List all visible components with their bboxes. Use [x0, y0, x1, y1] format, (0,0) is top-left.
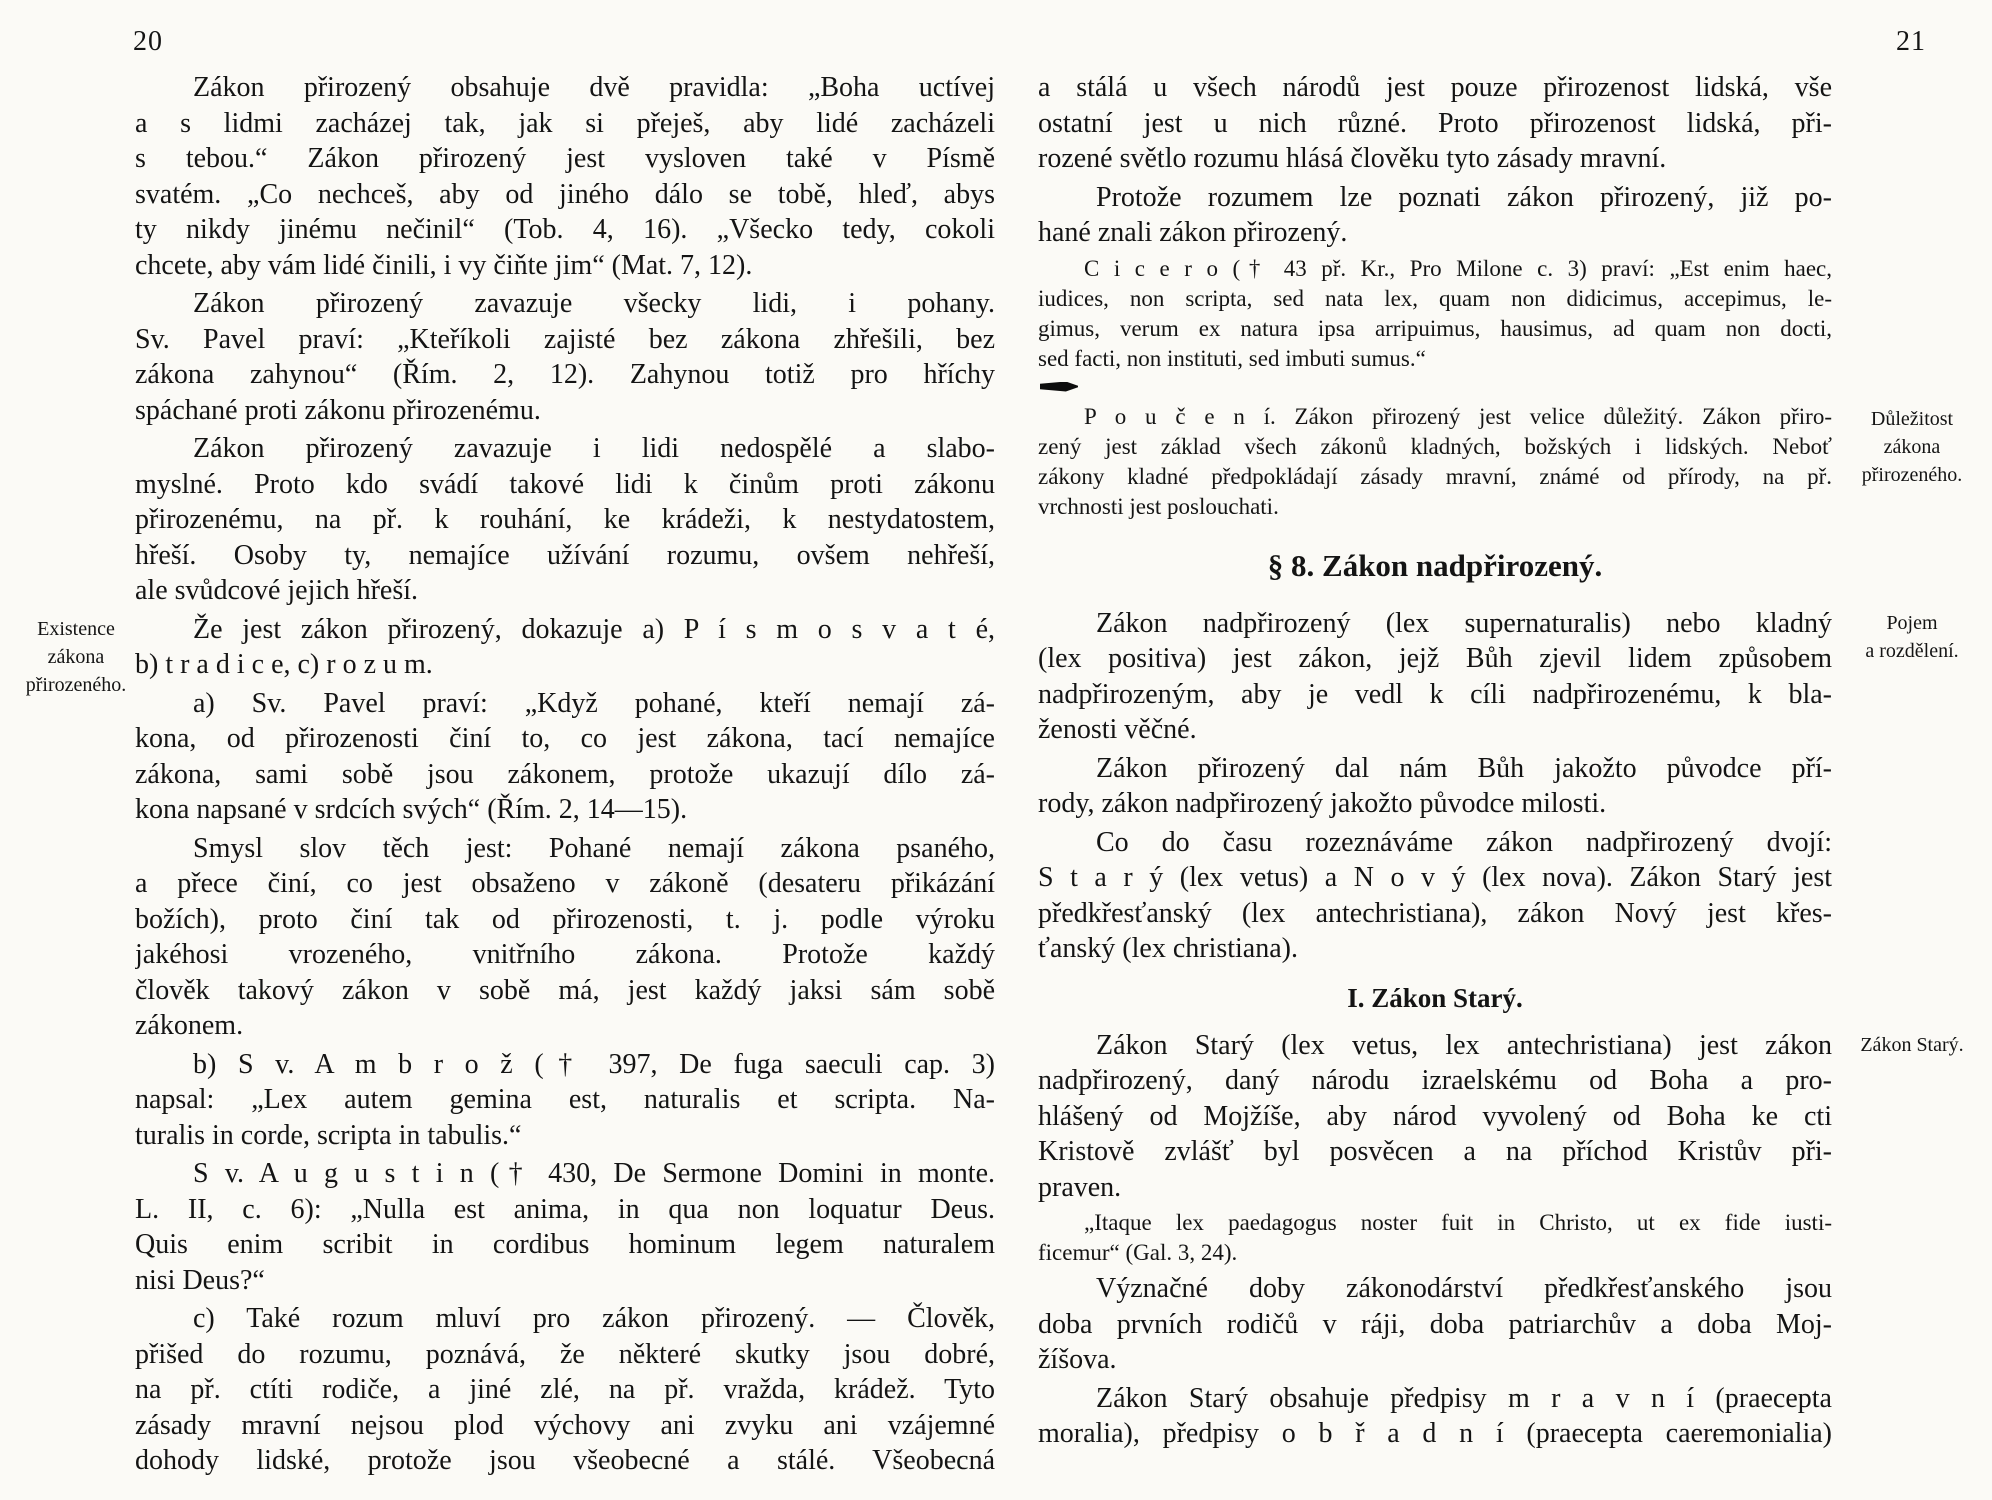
text-line: (lex positiva) jest zákon, jejž Bůh zjevil lidem způsobem [1038, 643, 1832, 674]
margin-note-line: zákona [1883, 435, 1941, 458]
margin-note [1838, 1031, 1986, 1059]
text-line: myslné. Proto kdo svádí takové lidi k činům proti zákonu [135, 468, 995, 500]
text-line: praven. [1038, 1171, 1122, 1203]
text-line: spáchané proti zákonu přirozenému. [135, 394, 541, 426]
text-line: hané znali zákon přirozený. [1038, 217, 1348, 248]
text-line: Sv. Pavel praví: „Kteříkoli zajisté bez zákona zhřešili, bez [135, 323, 995, 355]
small-paragraph [1038, 402, 1963, 522]
small-paragraph [1038, 1208, 1832, 1268]
text-line: Zákon přirozený zavazuje všecky lidi, i pohany. [193, 288, 995, 319]
text-line: zákonem. [135, 1010, 244, 1041]
paragraph [135, 1156, 995, 1298]
text-line: Co do času rozeznáváme zákon nadpřirozený dvojí: [1096, 826, 1832, 858]
text-line: C i c e r o († 43 př. Kr., Pro Milone c. 3) praví: „Est enim haec, [1084, 255, 1832, 281]
text-line: zákony kladné předpokládají zásady mravní, známé od přírody, na př. [1038, 463, 1832, 489]
text-line: a přece činí, co jest obsaženo v zákoně (desateru přikázání [135, 868, 995, 899]
text-line: Zákon přirozený dal nám Bůh jakožto původce pří- [1096, 752, 1832, 784]
text-line: Že jest zákon přirozený, dokazuje a) P í s m o s v a t é, [193, 613, 995, 645]
text-line: jakéhosi vrozeného, vnitřního zákona. Protože každý [135, 939, 995, 970]
text-line: přišed do rozumu, poznává, že některé skutky jsou dobré, [135, 1338, 995, 1370]
text-line: nadpřirozený, daný národu izraelskému od Boha a pro- [1038, 1065, 1832, 1096]
text-line: kona napsané v srdcích svých“ (Řím. 2, 14—15). [135, 794, 688, 825]
text-line: hlášený od Mojžíše, aby národ vyvolený od Boha ke cti [1038, 1100, 1832, 1132]
page-number-right: 21 [1896, 26, 1926, 57]
paragraph [1038, 1028, 1964, 1206]
text-line: Smysl slov těch jest: Pohané nemají zákona psaného, [193, 832, 995, 864]
text-line: moralia), předpisy o b ř a d n í (praecepta caeremonialia) [1038, 1418, 1832, 1449]
page-number-left: 20 [133, 26, 163, 57]
text-line: a stálá u všech národů jest pouze přirozenost lidská, vše [1038, 72, 1832, 103]
text-line: svatém. „Co nechceš, aby od jiného dálo se tobě, hleď, abys [135, 178, 995, 210]
margin-note [23, 615, 129, 699]
margin-note-line: přirozeného. [1861, 463, 1963, 486]
paragraph [135, 286, 995, 428]
margin-note-line: Důležitost [1870, 407, 1954, 430]
text-line: Význačné doby zákonodárství předkřesťanského jsou [1096, 1273, 1832, 1304]
text-line: chcete, aby vám lidé činili, i vy čiňte jim“ (Mat. 7, 12). [135, 249, 753, 281]
section-heading: § 8. Zákon nadpřirozený. [1267, 547, 1603, 583]
paragraph [135, 1301, 995, 1479]
text-line: hřeší. Osoby ty, nemajíce užívání rozumu, ovšem nehřeší, [135, 539, 995, 571]
text-line: Quis enim scribit in cordibus hominum legem naturalem [135, 1229, 995, 1260]
text-line: P o u č e n í. Zákon přirozený jest velice důležitý. Zákon přiro- [1084, 403, 1832, 429]
text-line: Zákon nadpřirozený (lex supernaturalis) nebo kladný [1096, 607, 1832, 639]
text-line: kona, od přirozenosti činí to, co jest zákona, tací nemajíce [135, 723, 995, 754]
margin-note-line: zákona [47, 645, 105, 668]
paragraph [1038, 180, 1832, 251]
text-line: nisi Deus?“ [135, 1264, 265, 1296]
text-line: zený jest základ všech zákonů kladných, božských i lidských. Neboť [1038, 433, 1832, 459]
text-column-right [1038, 70, 1964, 1452]
margin-note-line: Zákon Starý. [1860, 1033, 1964, 1056]
margin-note-line: a rozdělení. [1865, 639, 1959, 662]
text-line: Protože rozumem lze poznati zákon přirozený, již po- [1096, 181, 1832, 213]
text-line: ženosti věčné. [1038, 714, 1197, 745]
text-line: na př. ctíti rodiče, a jiné zlé, na př. vražda, krádež. Tyto [135, 1374, 995, 1405]
text-line: Zákon přirozený zavazuje i lidi nedospělé a slabo- [193, 433, 995, 464]
small-paragraph [1038, 254, 1832, 374]
text-line: dohody lidské, protože jsou všeobecné a stálé. Všeobecná [135, 1445, 995, 1476]
paragraph [135, 70, 995, 283]
margin-note-line: Existence [37, 617, 115, 640]
text-line: zákona zahynou“ (Řím. 2, 12). Zahynou totiž pro hříchy [135, 359, 995, 390]
text-column-left [25, 70, 995, 1479]
paragraph [1038, 606, 1959, 748]
margin-note-line: přirozeného. [25, 673, 127, 696]
paragraph [1038, 751, 1832, 822]
text-line: nadpřirozeným, aby je vedl k cíli nadpřirozenému, k bla- [1038, 678, 1832, 710]
margin-note-line: Pojem [1886, 611, 1938, 634]
text-line: Zákon Starý (lex vetus, lex antechristiana) jest zákon [1096, 1029, 1832, 1061]
text-line: ťanský (lex christiana). [1038, 933, 1298, 964]
text-line: S t a r ý (lex vetus) a N o v ý (lex nova). Zákon Starý jest [1038, 862, 1832, 893]
paragraph [135, 831, 995, 1044]
paragraph [1038, 1271, 1832, 1378]
text-line: předkřesťanský (lex antechristiana), zákon Nový jest křes- [1038, 897, 1832, 929]
text-line: Kristově zvlášť byl posvěcen a na příchod Kristův při- [1038, 1136, 1832, 1167]
paragraph [1038, 825, 1832, 967]
paragraph [1038, 70, 1832, 177]
text-line: rody, zákon nadpřirozený jakožto původce milosti. [1038, 788, 1607, 819]
subsection-heading: I. Zákon Starý. [1347, 982, 1523, 1013]
text-line: b) S v. A m b r o ž († 397, De fuga saeculi cap. 3) [193, 1048, 995, 1080]
text-line: Zákon Starý obsahuje předpisy m r a v n í (praecepta [1096, 1382, 1832, 1414]
text-line: a s lidmi zacházej tak, jak si přeješ, aby lidé zacházeli [135, 107, 995, 139]
page-21 [1038, 26, 1964, 1455]
text-line: božích), proto činí tak od přirozenosti, t. j. podle výroku [135, 903, 995, 935]
ink-mark [1040, 382, 1078, 392]
paragraph [135, 431, 995, 609]
text-line: „Itaque lex paedagogus noster fuit in Christo, ut ex fide iusti- [1084, 1210, 1832, 1235]
text-line: zákona, sami sobě jsou zákonem, protože ukazují dílo zá- [135, 758, 995, 790]
text-line: L. II, c. 6): „Nulla est anima, in qua non loquatur Deus. [135, 1193, 995, 1225]
text-line: ale svůdcové jejich hřeší. [135, 575, 419, 606]
text-line: ty nikdy jinému nečinil“ (Tob. 4, 16). „Všecko tedy, cokoli [135, 214, 995, 245]
text-line: napsal: „Lex autem gemina est, naturalis et scripta. Na- [135, 1084, 995, 1115]
page-20 [25, 26, 995, 1482]
paragraph [135, 1047, 995, 1154]
margin-note [1838, 405, 1986, 489]
text-line: gimus, verum ex natura ipsa arripuimus, hausimus, ad quam non docti, [1038, 315, 1832, 341]
text-line: b) t r a d i c e, c) r o z u m. [135, 649, 433, 680]
text-line: turalis in corde, scripta in tabulis.“ [135, 1119, 522, 1151]
text-line: žíšova. [1038, 1344, 1117, 1375]
text-line: Zákon přirozený obsahuje dvě pravidla: „Boha uctívej [193, 72, 995, 103]
text-line: ostatní jest u nich různé. Proto přirozenost lidská, při- [1038, 107, 1832, 139]
text-line: ficemur“ (Gal. 3, 24). [1038, 1240, 1238, 1265]
text-line: doba prvních rodičů v ráji, doba patriarchův a doba Moj- [1038, 1308, 1832, 1340]
text-line: vrchnosti jest poslouchati. [1038, 493, 1279, 519]
text-line: s tebou.“ Zákon přirozený jest vysloven také v Písmě [135, 143, 995, 174]
paragraph [25, 612, 995, 696]
text-line: sed facti, non instituti, sed imbuti sumus.“ [1038, 345, 1426, 371]
text-line: S v. A u g u s t i n († 430, De Sermone Domini in monte. [193, 1158, 995, 1189]
text-line: přirozenému, na př. k rouhání, ke krádeži, k nestydatostem, [135, 504, 995, 535]
text-line: člověk takový zákon v sobě má, jest každý jaksi sám sobě [135, 974, 995, 1006]
paragraph [1038, 1381, 1832, 1452]
text-line: c) Také rozum mluví pro zákon přirozený. — Člověk, [193, 1303, 995, 1334]
paragraph [135, 686, 995, 828]
text-line: a) Sv. Pavel praví: „Když pohané, kteří nemají zá- [193, 687, 995, 719]
text-line: zásady mravní nejsou plod výchovy ani zvyku ani vzájemné [135, 1409, 995, 1441]
text-line: iudices, non scripta, sed nata lex, quam non didicimus, accepimus, le- [1038, 285, 1832, 311]
text-line: rozené světlo rozumu hlásá člověku tyto zásady mravní. [1038, 143, 1667, 174]
margin-note [1838, 609, 1986, 665]
